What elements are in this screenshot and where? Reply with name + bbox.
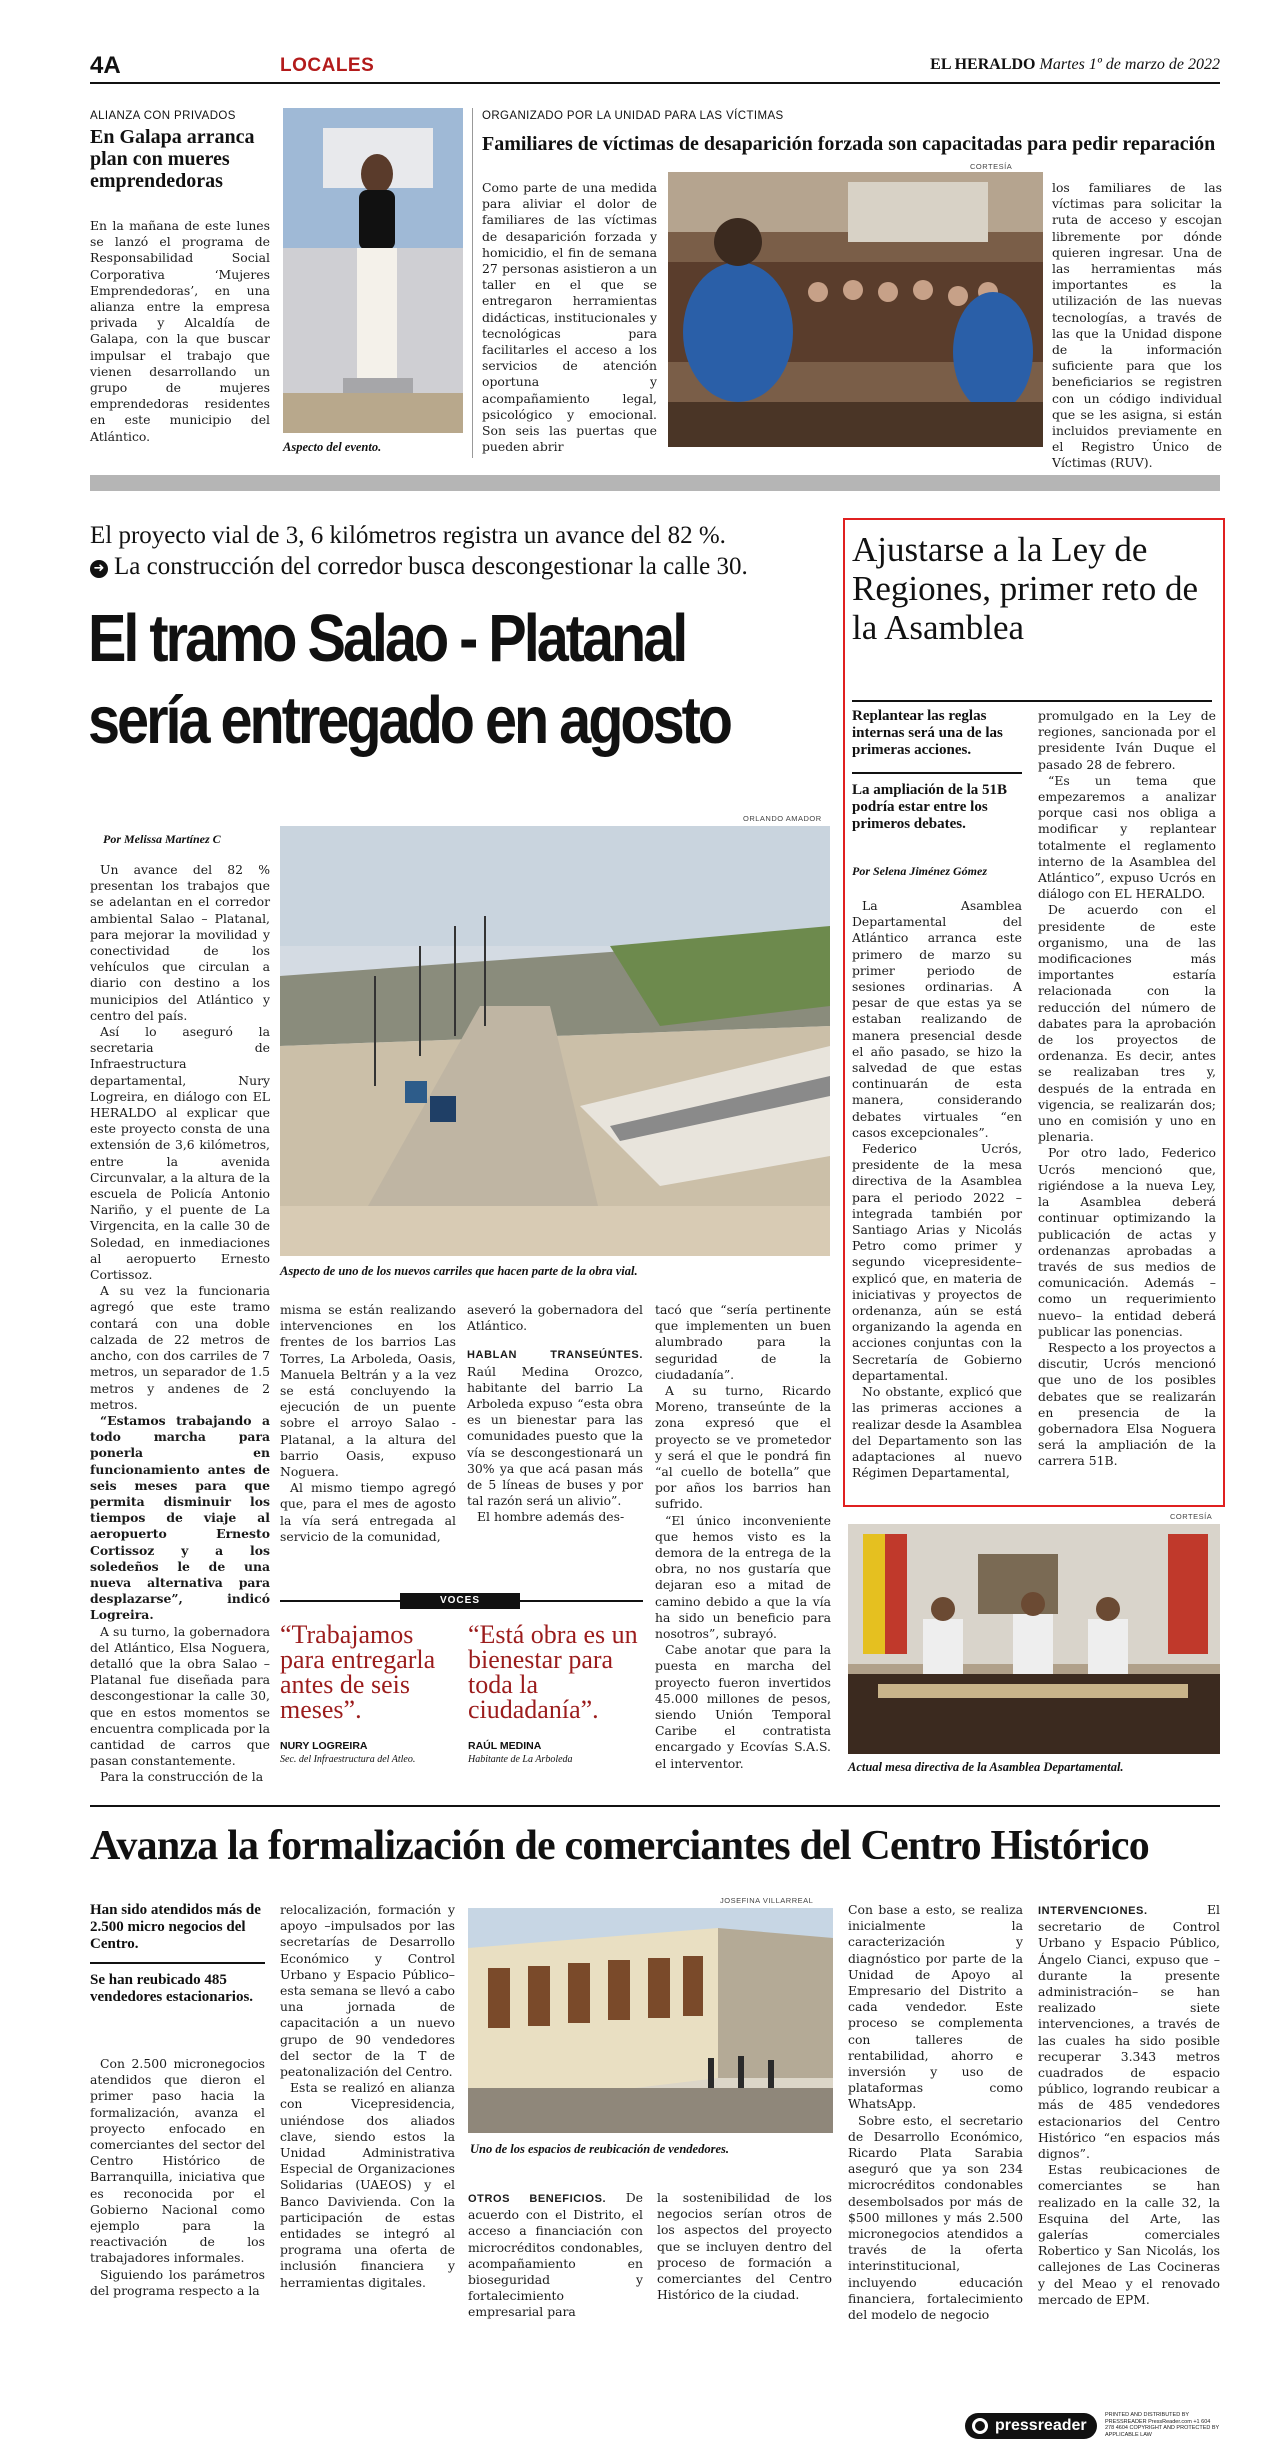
- centro-caption: Uno de los espacios de reubicación de vendedores.: [470, 2142, 729, 2156]
- pressreader-logo[interactable]: [965, 2413, 1097, 2439]
- voces-label: VOCES: [400, 1593, 520, 1609]
- asamblea-title-rule: [852, 700, 1212, 702]
- galapa-title: En Galapa arranca plan con mueres emprendedoras: [90, 126, 255, 192]
- tramo-col4-p3: “El único inconveniente que hemos visto es la demora de la entrega de la obra, no nos gustaría que dejaran eso a mitad de camino debido a que la vía ha sido un beneficio para nosotros”, subrayó.: [655, 1512, 831, 1642]
- centro-col3-text: De acuerdo con el Distrito, el acceso a financiación con microcréditos condonables, acompañamiento en bioseguridad y fortalecimiento empresarial para: [468, 2190, 643, 2320]
- centro-sub-rule: [90, 1962, 265, 1964]
- quote-logreira-role: Sec. del Infraestructura del Atleo.: [280, 1754, 416, 1765]
- tramo-title: El tramo Salao - Platanal sería entregado en agosto: [88, 601, 730, 758]
- arrow-right-icon: ➜: [90, 560, 108, 578]
- tramo-col1-p5: A su turno, la gobernadora del Atlántico, Elsa Noguera, detalló que la obra Salao – Platanal fue diseñada para descongestionar la calle 30, que en estos momentos se encuentra complicada por la cantidad de carros que pasan constantemente.: [90, 1623, 270, 1769]
- centro-col1-p2: Siguiendo los parámetros del programa respecto a la: [90, 2266, 265, 2298]
- asamblea-col2-p3: De acuerdo con el presidente de este organismo, una de las modificaciones más importantes estaría relacionada con la reducción del número de dabates para la aprobación de los proyectos de ordenanza. Es decir, antes se realizaban tres y, después de la entrada en vigencia, se realizarán dos; uno en comisión y uno en plenaria.: [1038, 902, 1216, 1145]
- tramo-col3-end: El hombre además des-: [477, 1509, 625, 1525]
- galapa-body: En la mañana de este lunes se lanzó el programa de Responsabilidad Social Corporativa ‘Mujeres Emprendedoras’, en una alianza entre la empresa privada y Alcaldía de Galapa, con la que buscar impulsar el trabajo que vienen desarrollando un grupo de mujeres emprendedoras residentes en este municipio del Atlántico.: [90, 218, 270, 444]
- centro-col1-p1: Con 2.500 micronegocios atendidos que dieron el primer paso hacia la formalización, avanza el proyecto enfocado en comerciantes del sector del Centro Histórico de Barranquilla, iniciativa que es reconocida por el Gobierno Nacional como ejemplo para la reactivación de los trabajadores informales.: [90, 2056, 265, 2266]
- tramo-credit: ORLANDO AMADOR: [743, 814, 822, 823]
- centro-col6-text: El secretario de Control Urbano y Espacio Público, Ángelo Cianci, expuso que –durante la presente administración– se han realizado siete intervenciones, a través de las cuales ha sido posible recuperar 3.343 metros cuadrados de espacio público, logrando reubicar a más de 485 vendedores estacionarios del Centro Histórico “en espacios más dignos”.: [1038, 1902, 1220, 2162]
- centro-col5-p1: Con base a esto, se realiza inicialmente la caracterización y diagnóstico por parte de la Unidad de Apoyo al Empresario del Distrito a cada vendedor. Este proceso se complementa con talleres de rentabilidad, ahorro e inversión y uso de plataformas como WhatsApp.: [848, 1902, 1023, 2112]
- tramo-col3-head: HABLAN TRANSEÚNTES.: [467, 1349, 643, 1362]
- tramo-col3: [467, 1302, 643, 1526]
- asamblea-col2-p2: “Es un tema que empezaremos a analizar porque casi nos obliga a modificar y replantear totalmente el reglamento interno de la Asamblea del Atlántico”, expuso Ucrós en diálogo con EL HERALDO.: [1038, 772, 1216, 902]
- tramo-col3-para: [467, 1346, 643, 1509]
- centro-col4-text: la sostenibilidad de los negocios serían otros de los aspectos del proyecto que se incluyen dentro del proceso de formación a comerciantes del Centro Histórico de la ciudad.: [657, 2190, 832, 2303]
- centro-col6-p2: Estas reubicaciones de comerciantes se han realizado en la calle 32, la Esquina del Arte, las galerías comerciales Robertico y San Nicolás, los callejones de Las Cocineras y del Meao y el renovado mercado de EPM.: [1038, 2162, 1220, 2307]
- pressreader-brand: pressreader: [995, 2417, 1087, 2434]
- tramo-deck-1-text: El proyecto vial de 3, 6 kilómetros registra un avance del 82 %.: [90, 522, 726, 549]
- centro-col3: [468, 2190, 643, 2321]
- quote-medina: “Está obra es un bienestar para toda la ciudadanía”.: [468, 1620, 638, 1724]
- page-number: 4A: [90, 52, 121, 79]
- asamblea-sub1: Replantear las reglas internas será una de las primeras acciones.: [852, 708, 1003, 758]
- victimas-kicker: ORGANIZADO POR LA UNIDAD PARA LAS VÍCTIMAS: [482, 110, 784, 122]
- galapa-photo: [283, 108, 463, 433]
- centro-title: Avanza la formalización de comerciantes del Centro Histórico: [90, 1823, 1149, 1869]
- tramo-col4: [655, 1302, 831, 1772]
- pressreader-icon: [972, 2418, 988, 2434]
- tramo-col4-p4: Cabe anotar que para la puesta en marcha del proyecto fueron invertidos 45.000 millones de pesos, siendo Unión Temporal Caribe el contratista encargado y Ecovías S.A.S. el interventor.: [655, 1642, 831, 1771]
- tramo-col3-text: Raúl Medina Orozco, habitante del barrio La Arboleda expuso “esta obra es un bienestar para las comunidades puesto que la vía se descongestionará un 30% ya que acá pasan más de 5 líneas de buses y por tal razón será un alivio”.: [467, 1363, 643, 1509]
- quote-medina-name: RAÚL MEDINA: [468, 1740, 542, 1752]
- asamblea-caption: Actual mesa directiva de la Asamblea Departamental.: [848, 1760, 1124, 1774]
- tramo-col1-p1: Un avance del 82 % presentan los trabajos que se adelantan en el corredor ambiental Salao – Platanal, para mejorar la movilidad y conectividad de los vehículos que circulan a diario con destino a los municipios del Atlántico y centro del país.: [90, 862, 270, 1023]
- centro-col6: [1038, 1902, 1220, 2308]
- quote-medina-role: Habitante de La Arboleda: [468, 1754, 573, 1765]
- centro-col1: [90, 2056, 265, 2299]
- tramo-deck-2: [90, 553, 830, 581]
- asamblea-sub-rule: [852, 772, 1022, 774]
- tramo-col1-p2: Así lo aseguró la secretaria de Infraestructura departamental, Nury Logreira, en diálogo con EL HERALDO al explicar que este proyecto consta de una extensión de 3,6 kilómetros, entre la avenida Circunvalar, a la altura de la escuela de Policía Antonio Nariño, y el puente de La Virgencita, en la calle 30 de Soledad, en inmediaciones al aeropuerto Ernesto Cortissoz.: [90, 1024, 270, 1283]
- centro-col6-p1: [1038, 1902, 1220, 2162]
- victimas-title: Familiares de víctimas de desaparición forzada son capacitadas para pedir reparación: [482, 133, 1216, 155]
- asamblea-credit: CORTESÍA: [1170, 1512, 1213, 1521]
- tramo-col2-p2: Al mismo tiempo agregó que, para el mes de agosto la vía será entregada al servicio de la comunidad,: [280, 1480, 456, 1544]
- centro-col3-head: OTROS BENEFICIOS.: [468, 2193, 607, 2205]
- centro-col2: [280, 1902, 455, 2291]
- centro-col6-head: INTERVENCIONES.: [1038, 1905, 1148, 1917]
- section-name: LOCALES: [280, 55, 375, 76]
- centro-col5: [848, 1902, 1023, 2323]
- victimas-photo: [668, 172, 1043, 447]
- section-separator-band: [90, 475, 1220, 491]
- asamblea-col2-p4: Por otro lado, Federico Ucrós mencionó que, rigiéndose a la nueva Ley, la Asamblea deberá continuar optimizando la publicación de actas y ordenanzas aprobadas a través de sus medios de comunicación. Además –como un requerimiento nuevo– la entidad deberá publicar las ponencias.: [1038, 1145, 1216, 1339]
- tramo-col4-p2: A su turno, Ricardo Moreno, transeúnte de la zona expresó que el proyecto se ve prometedor y será el que le pondrá fin “al cuello de botella” que por años los barrios han sufrido.: [655, 1383, 831, 1512]
- centro-sub2: Se han reubicado 485 vendedores estacionarios.: [90, 1972, 254, 2005]
- centro-col2-p2: Esta se realizó en alianza con Vicepresidencia, uniéndose dos aliados clave, siendo estos la Unidad Administrativa Especial de Organizaciones Solidarias (UAEOS) y el Banco Davivienda. Con la participación de estas entidades se integró al programa una oferta de inclusión financiera y herramientas digitales.: [280, 2080, 455, 2290]
- centro-photo: [468, 1908, 833, 2133]
- asamblea-col1-p2: Federico Ucrós, presidente de la mesa directiva de la Asamblea para el periodo 2022 –integrada también por Santiago Arias y Nicolás Petro como primer y segundo vicepresidente– explicó que, en materia de iniciativas y proyectos de ordenanza, aún se está organizando la agenda en acciones conjuntas con la Secretaría de Gobierno departamental.: [852, 1141, 1022, 1383]
- paper-name: EL HERALDO: [930, 56, 1036, 73]
- centro-sub1: Han sido atendidos más de 2.500 micro negocios del Centro.: [90, 1902, 261, 1952]
- centro-credit: JOSEFINA VILLARREAL: [720, 1896, 814, 1905]
- galapa-divider: [472, 108, 473, 458]
- asamblea-col1-p1: La Asamblea Departamental del Atlántico arranca este primero de marzo su primer periodo de sesiones ordinarias. A pesar de que estas ya se estaban realizando de manera presencial desde el año pasado, se hizo la salvedad de que estas continuarán de esta manera, considerando debates virtuales “en casos excepcionales”.: [852, 898, 1022, 1140]
- tramo-photo: [280, 826, 830, 1256]
- asamblea-title: Ajustarse a la Ley de Regiones, primer reto de la Asamblea: [852, 530, 1199, 647]
- tramo-byline: Por Melissa Martínez C: [103, 832, 221, 846]
- centro-col2-p1: relocalización, formación y apoyo –impulsados por las secretarías de Desarrollo Económico y Control Urbano y Espacio Público– esta semana se llevó a cabo una jornada de capacitación a un nuevo grupo de 90 vendedores del sector de la T de peatonalización del Centro.: [280, 1902, 455, 2080]
- centro-col4: [657, 2190, 832, 2303]
- tramo-col1: [90, 862, 270, 1786]
- tramo-caption: Aspecto de uno de los nuevos carriles que hacen parte de la obra vial.: [280, 1264, 638, 1278]
- asamblea-col2: [1038, 708, 1216, 1470]
- asamblea-photo: [848, 1524, 1220, 1754]
- tramo-col3-intro: aseveró la gobernadora del Atlántico.: [467, 1302, 643, 1334]
- tramo-col4-p1: tacó que “sería pertinente que implementen un buen alumbrado para la seguridad de la ciudadanía”.: [655, 1302, 831, 1382]
- tramo-col2: [280, 1302, 456, 1545]
- victimas-col2: los familiares de las víctimas para solicitar la ruta de acceso y escojan libremente por dónde quieren ingresar. Una de las herramientas más importantes es la utilización de las nuevas tecnologías, a través de las que la Unidad dispone de la información suficiente para que los beneficiarios se registren con un código individual que se les asigna, si están incluidos previamente en el Registro Único de Víctimas (RUV).: [1052, 180, 1222, 471]
- tramo-col2-p1: misma se están realizando intervenciones en los frentes de los barrios Las Torres, La Arboleda, Oasis, Manuela Beltrán y a la vez se está concluyendo la ejecución de un puente sobre el arroyo Salao - Platanal, a la altura del barrio Oasis, expuso Noguera.: [280, 1302, 456, 1480]
- centro-top-rule: [90, 1805, 1220, 1807]
- centro-col3-para: [468, 2190, 643, 2321]
- asamblea-col2-p1: promulgado en la Ley de regiones, sancionada por el presidente Iván Duque el pasado 28 de febrero.: [1038, 708, 1216, 772]
- asamblea-col1: [852, 898, 1022, 1481]
- tramo-col1-p3: A su vez la funcionaria agregó que este tramo contará con una doble calzada de 22 metros de ancho, con dos carriles de 7 metros, un separador de 1.5 metros y andenes de 2 metros.: [90, 1283, 270, 1412]
- pressreader-fine-print: PRINTED AND DISTRIBUTED BY PRESSREADER PressReader.com +1 604 278 4604 COPYRIGHT AND PROTECTED BY APPLICABLE LAW: [1105, 2412, 1220, 2438]
- tramo-col1-p4: “Estamos trabajando a todo marcha para ponerla en funcionamiento antes de seis meses para que permita disminuir los tiempos de viaje al aeropuerto Ernesto Cortissoz y a los soledeños le de una nueva alternativa para desplazarse”, indicó Logreira.: [90, 1412, 270, 1623]
- tramo-deck-1: [90, 522, 830, 550]
- galapa-kicker: ALIANZA CON PRIVADOS: [90, 110, 236, 122]
- masthead-date-line: [930, 56, 1220, 74]
- victimas-col1: Como parte de una medida para aliviar el dolor de familiares de las víctimas de desaparición forzada y homicidio, el fin de semana 27 personas asistieron a un taller en el que se entregaron herramientas didácticas, institucionales y tecnológicas para facilitarles el acceso a los servicios de atención oportuna y acompañamiento legal, psicológico y emocional. Son seis las puertas que pueden abrir: [482, 180, 657, 455]
- victimas-credit: CORTESÍA: [970, 162, 1013, 171]
- galapa-caption: Aspecto del evento.: [283, 440, 382, 454]
- asamblea-sub2: La ampliación de la 51B podría estar entre los primeros debates.: [852, 782, 1008, 832]
- quote-logreira: “Trabajamos para entregarla antes de seis meses”.: [280, 1620, 436, 1724]
- header-rule: [90, 82, 1220, 84]
- asamblea-col1-p3: No obstante, explicó que las primeras acciones a realizar desde la Asamblea del Departamento son las adaptaciones al nuevo Régimen Departamental,: [852, 1384, 1022, 1481]
- asamblea-col2-p5: Respecto a los proyectos a discutir, Ucrós mencionó que uno de los posibles debates que se realizarán en presencia de la gobernadora Elsa Noguera será la ampliación de la carrera 51B.: [1038, 1339, 1216, 1469]
- tramo-deck-2-text: La construcción del corredor busca descongestionar la calle 30.: [114, 553, 748, 580]
- centro-col5-p2: Sobre esto, el secretario de Desarrollo Económico, Ricardo Plata Sarabia aseguró que ya son 234 microcréditos condonables desembolsados por más de $500 millones y más 2.500 micronegocios atendidos a través de la oferta interinstitucional, incluyendo educación financiera, fortalecimiento del modelo de negocio: [848, 2112, 1023, 2323]
- tramo-col1-p6: Para la construcción de la: [100, 1769, 264, 1785]
- quote-logreira-name: NURY LOGREIRA: [280, 1740, 368, 1752]
- issue-date: Martes 1º de marzo de 2022: [1039, 56, 1220, 73]
- asamblea-byline: Por Selena Jiménez Gómez: [852, 864, 987, 878]
